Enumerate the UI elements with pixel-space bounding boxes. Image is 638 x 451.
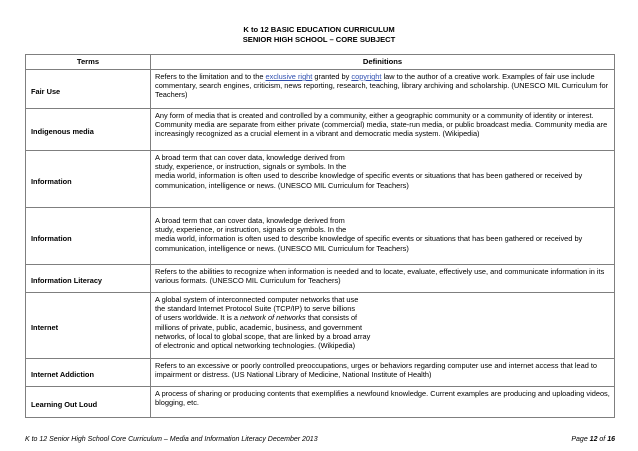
definition-text: law to the author of a creative work. Examples of fair use include commentary, search engines, criticism, news reporting, research, teaching, library archiving and scholarship. (UNESCO MIL Curriculum for Teachers) <box>155 72 609 100</box>
column-header-definitions: Definitions <box>151 55 615 70</box>
table-row <box>26 109 615 151</box>
definition-cell: Refers to the abilities to recognize when information is needed and to locate, evaluate, effectively use, and communicate information in its various formats. (UNESCO MIL Curriculum for Teachers) <box>151 265 615 293</box>
definition-cell: Refers to an excessive or poorly controlled preoccupations, urges or behaviors regarding computer use and internet access that lead to impairment or distress. (US National Library of Medicine, National Institute of Health) <box>151 359 615 387</box>
definition-line: the standard Internet Protocol Suite (TCP/IP) to serve billions <box>155 304 356 314</box>
table-row <box>26 151 615 208</box>
definition-text: of users worldwide. It is a <box>155 313 241 323</box>
term-cell: Fair Use <box>26 70 151 109</box>
definition-line: of electronic and optical networking technologies. (Wikipedia) <box>155 341 356 351</box>
table-row <box>26 208 615 265</box>
term-cell: Internet Addiction <box>26 359 151 387</box>
footer-document-title: K to 12 Senior High School Core Curriculum – Media and Information Literacy December 2013 <box>25 436 318 443</box>
definition-cell <box>151 70 615 109</box>
definition-line: A global system of interconnected computer networks that use <box>155 295 359 304</box>
definition-line: study, experience, or instruction, signals or symbols. In the <box>155 225 347 235</box>
definition-line <box>155 313 610 322</box>
definition-cell <box>151 151 615 208</box>
header-subtitle: SENIOR HIGH SCHOOL – CORE SUBJECT <box>242 35 396 44</box>
definition-line: networks, of local to global scope, that are linked by a broad array <box>155 331 371 341</box>
table-row <box>26 293 615 359</box>
table-row <box>26 359 615 387</box>
terms-table <box>25 54 615 418</box>
header-title: K to 12 BASIC EDUCATION CURRICULUM <box>243 25 395 34</box>
copyright-link[interactable]: copyright <box>351 72 382 81</box>
page-of: of <box>597 436 608 443</box>
definition-line: media world, information is often used to describe knowledge of specific events or situations that has been gathered or received by communication, intelligence or news. (UNESCO MIL Curriculum for Teachers) <box>155 234 583 253</box>
definition-cell: Any form of media that is created and controlled by a community, either a geographic community or a community of identity or interest. Community media are separate from either private (commercial) media, state-run media, or public broadcast media. Community media are increasingly recognized as a crucial element in a vibrant and democratic media system. (Wikipedia) <box>151 109 615 151</box>
definition-line: media world, information is often used to describe knowledge of specific events or situations that has been gathered or received by communication, intelligence or news. (UNESCO MIL Curriculum for Teachers) <box>155 171 583 190</box>
term-cell: Learning Out Loud <box>26 387 151 418</box>
definition-line: study, experience, or instruction, signals or symbols. In the <box>155 162 347 172</box>
document-header <box>0 25 638 45</box>
definition-line: millions of private, public, academic, business, and government <box>155 322 363 332</box>
definition-line: A broad term that can cover data, knowledge derived from <box>155 216 345 225</box>
term-cell: Information <box>26 151 151 208</box>
definition-cell: A process of sharing or producing contents that exemplifies a newfound knowledge. Current examples are producing and uploading videos, blogging, etc. <box>151 387 615 418</box>
page-total: 16 <box>607 436 615 443</box>
definition-text: granted by <box>312 72 352 81</box>
table-header-row <box>26 55 615 70</box>
column-header-terms: Terms <box>26 55 151 70</box>
definition-line: A broad term that can cover data, knowledge derived from <box>155 153 345 162</box>
term-cell: Information Literacy <box>26 265 151 293</box>
page-current: 12 <box>589 436 598 443</box>
definition-text: that consists of <box>305 313 358 323</box>
table-row <box>26 70 615 109</box>
term-cell: Indigenous media <box>26 109 151 151</box>
definition-cell <box>151 293 615 359</box>
page-prefix: Page <box>571 436 590 443</box>
definition-text: Refers to the limitation and to the <box>155 72 266 81</box>
term-cell: Internet <box>26 293 151 359</box>
exclusive-right-link[interactable]: exclusive right <box>265 72 313 81</box>
table-row <box>26 265 615 293</box>
page-number <box>571 435 615 444</box>
term-cell: Information <box>26 208 151 265</box>
network-of-networks-text: network of networks <box>240 313 306 323</box>
table-row <box>26 387 615 418</box>
definition-cell <box>151 208 615 265</box>
